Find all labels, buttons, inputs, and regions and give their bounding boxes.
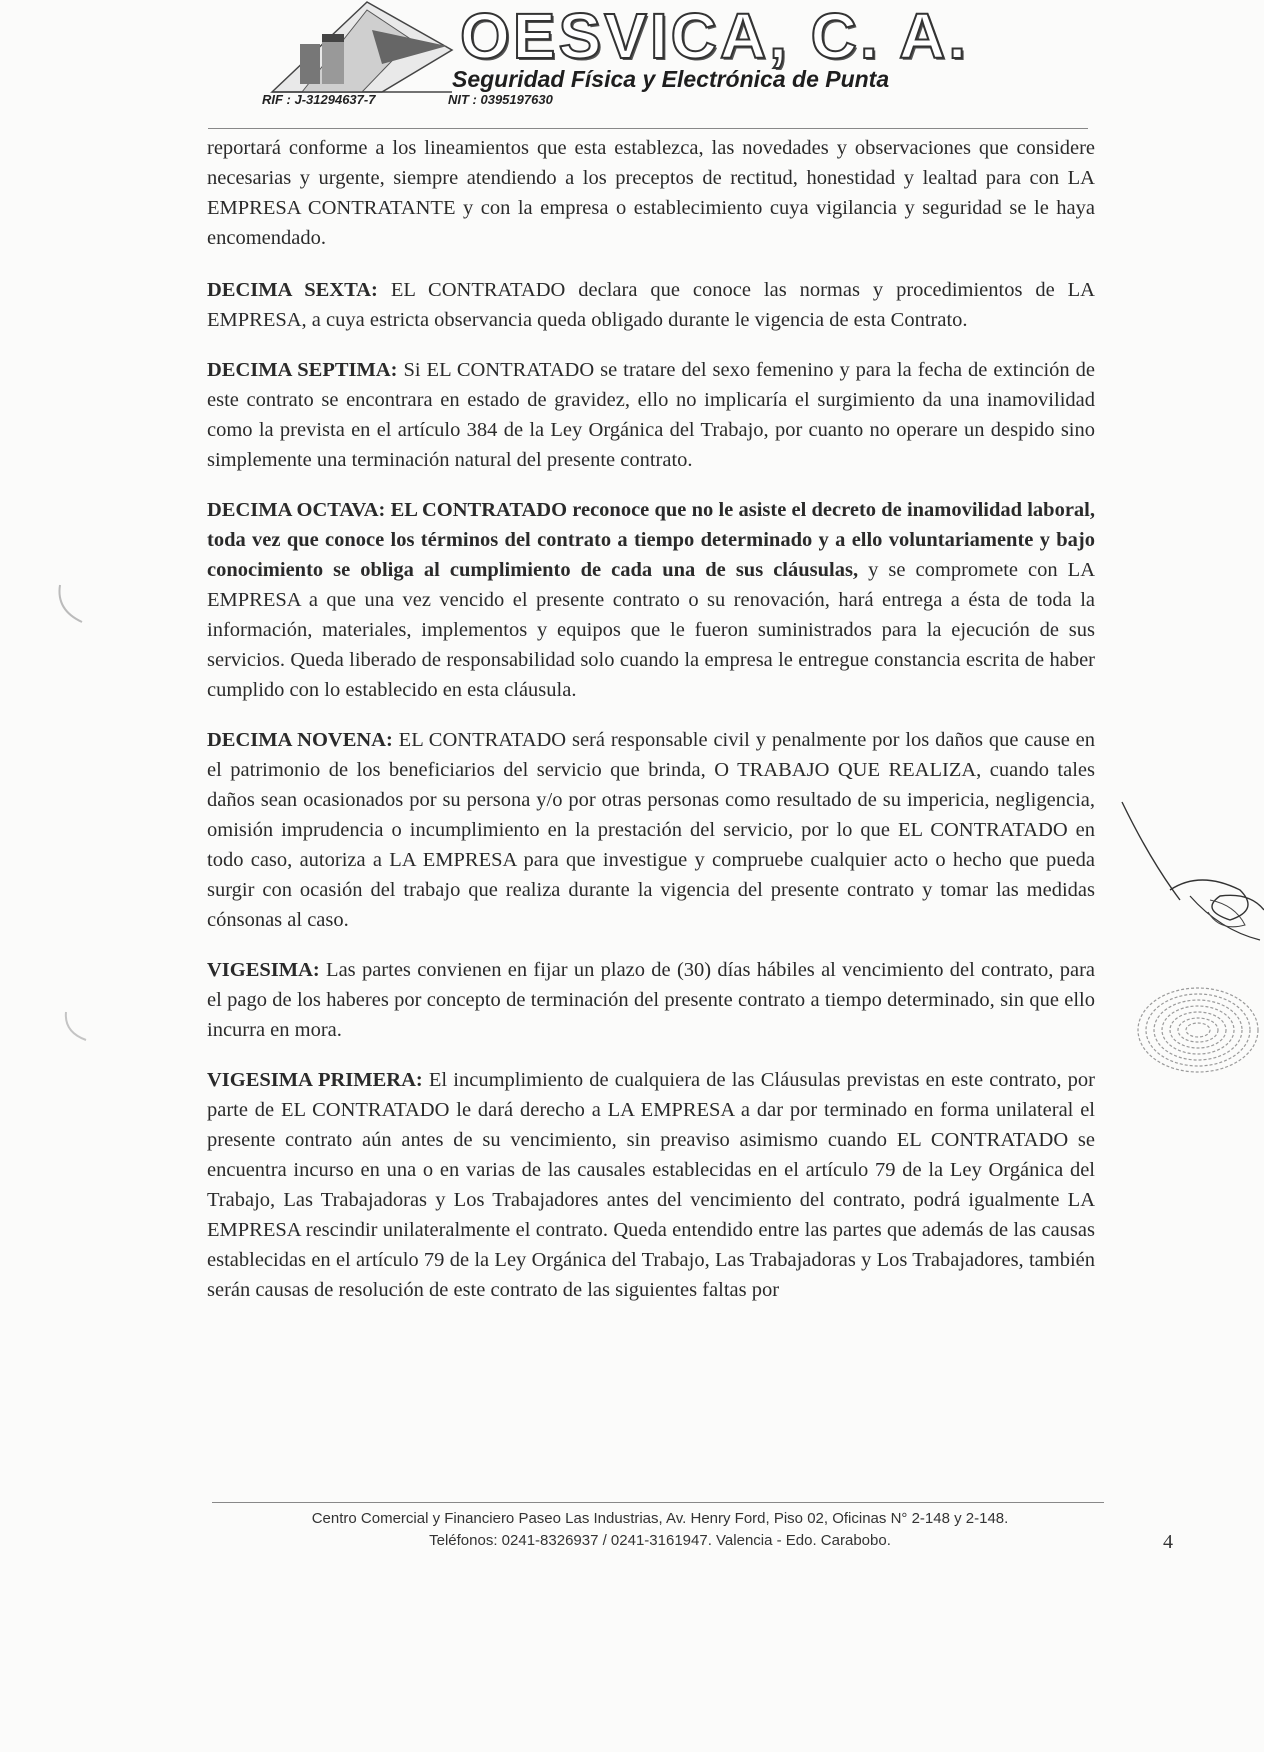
clause-heading: DECIMA OCTAVA: <box>207 499 386 521</box>
company-name: OESVICA, C. A. <box>460 0 970 72</box>
clause-vigesima <box>207 955 1095 1045</box>
clause-text: EL CONTRATADO declara que conoce las normas y procedimientos de LA EMPRESA, a cuya estricta observancia queda obligado durante le vigencia de esta Contrato. <box>207 279 1095 331</box>
clause-heading: DECIMA NOVENA: <box>207 729 393 751</box>
footer-contact: Teléfonos: 0241-8326937 / 0241-3161947. Valencia - Edo. Carabobo. <box>429 1532 891 1549</box>
page-number: 4 <box>1163 1531 1173 1553</box>
clause-text: Si EL CONTRATADO se tratare del sexo femenino y para la fecha de extinción de este contrato se encontrara en estado de gravidez, ello no implicaría el surgimiento da una inamovilidad como la prevista en el artículo 384 de la Ley Orgánica del Trabajo, por cuanto no operare un despido sino simplemente una terminación natural del presente contrato. <box>207 359 1095 471</box>
header-divider <box>208 128 1088 129</box>
clause-decima-septima <box>207 355 1095 475</box>
clause-text: Las partes convienen en fijar un plazo de (30) días hábiles al vencimiento del contrato, para el pago de los haberes por concepto de terminación del presente contrato a tiempo determinado, sin que ello incurra en mora. <box>207 959 1095 1041</box>
clause-text: El incumplimiento de cualquiera de las Cláusulas previstas en este contrato, por parte de EL CONTRATADO le dará derecho a LA EMPRESA a dar por terminado en forma unilateral el presente contrato aún antes de su vencimiento, sin preaviso asimismo cuando EL CONTRATADO se encuentra incurso en una o en varias de las causales establecidas en el artículo 79 de la Ley Orgánica del Trabajo, Las Trabajadoras y Los Trabajadores antes del vencimiento del contrato, podrá igualmente LA EMPRESA rescindir unilateralmente el contrato. Queda entendido entre las partes que además de las causas establecidas en el artículo 79 de la Ley Orgánica del Trabajo, Las Trabajadoras y Los Trabajadores, también serán causas de resolución de este contrato de las siguientes faltas por <box>207 1069 1095 1301</box>
clause-decima-octava <box>207 495 1095 705</box>
clause-text: y se compromete con LA EMPRESA a que una vez vencido el presente contrato o su renovación, hará entrega a ésta de toda la información, materiales, implementos y equipos que le fueron suministrados para la ejecución de sus servicios. Queda liberado de responsabilidad solo cuando la empresa le entregue constancia escrita de haber cumplido con lo establecido en esta cláusula. <box>207 559 1095 701</box>
clause-text: reportará conforme a los lineamientos que esta establezca, las novedades y observaciones que considere necesarias y urgente, siempre atendiendo a los preceptos de rectitud, honestidad y lealtad para con LA EMPRESA CONTRATANTE y con la empresa o establecimiento cuya vigilancia y seguridad se le haya encomendado. <box>207 137 1095 249</box>
clause-heading: DECIMA SEPTIMA: <box>207 359 398 381</box>
clause-heading: DECIMA SEXTA: <box>207 279 378 301</box>
fingerprint-icon <box>1108 970 1264 1090</box>
clause-continuation <box>207 133 1095 253</box>
clause-vigesima-primera <box>207 1065 1095 1305</box>
company-logo-icon <box>262 0 462 100</box>
signature-icon <box>1120 800 1264 980</box>
clause-decima-sexta <box>207 275 1095 335</box>
nit-number: NIT : 0395197630 <box>448 92 553 107</box>
clause-heading: VIGESIMA PRIMERA: <box>207 1069 423 1091</box>
footer-address: Centro Comercial y Financiero Paseo Las Industrias, Av. Henry Ford, Piso 02, Oficinas N° 2-148 y 2-148. <box>311 1510 1009 1527</box>
footer-divider <box>212 1502 1104 1503</box>
clause-heading: VIGESIMA: <box>207 959 320 981</box>
clause-text: EL CONTRATADO será responsable civil y penalmente por los daños que cause en el patrimonio de los beneficiarios del servicio que brinda, O TRABAJO QUE REALIZA, cuando tales daños sean ocasionados por su persona y/o por otras personas como resultado de su impericia, negligencia, omisión imprudencia o incumplimiento en la prestación del servicio, por lo que EL CONTRATADO en todo caso, autoriza a LA EMPRESA para que investigue y compruebe cualquier acto o hecho que pueda surgir con ocasión del trabajo que realiza durante la vigencia del presente contrato y tomar las medidas cónsonas al caso. <box>207 729 1095 931</box>
rif-number: RIF : J-31294637-7 <box>262 92 376 107</box>
binder-mark-icon <box>52 580 92 630</box>
contract-body <box>207 133 1095 1325</box>
binder-mark-icon <box>58 1010 98 1050</box>
footer <box>200 1508 1120 1552</box>
company-tagline: Seguridad Física y Electrónica de Punta <box>452 66 890 92</box>
clause-decima-novena <box>207 725 1095 935</box>
clause-bold-text: EL CONTRATADO reconoce que no le asiste el decreto de inamovilidad laboral, toda vez que conoce los términos del contrato a tiempo determinado y a ello voluntariamente y bajo conocimiento se obliga al cumplimiento de cada una de sus cláusulas, <box>207 499 1096 581</box>
